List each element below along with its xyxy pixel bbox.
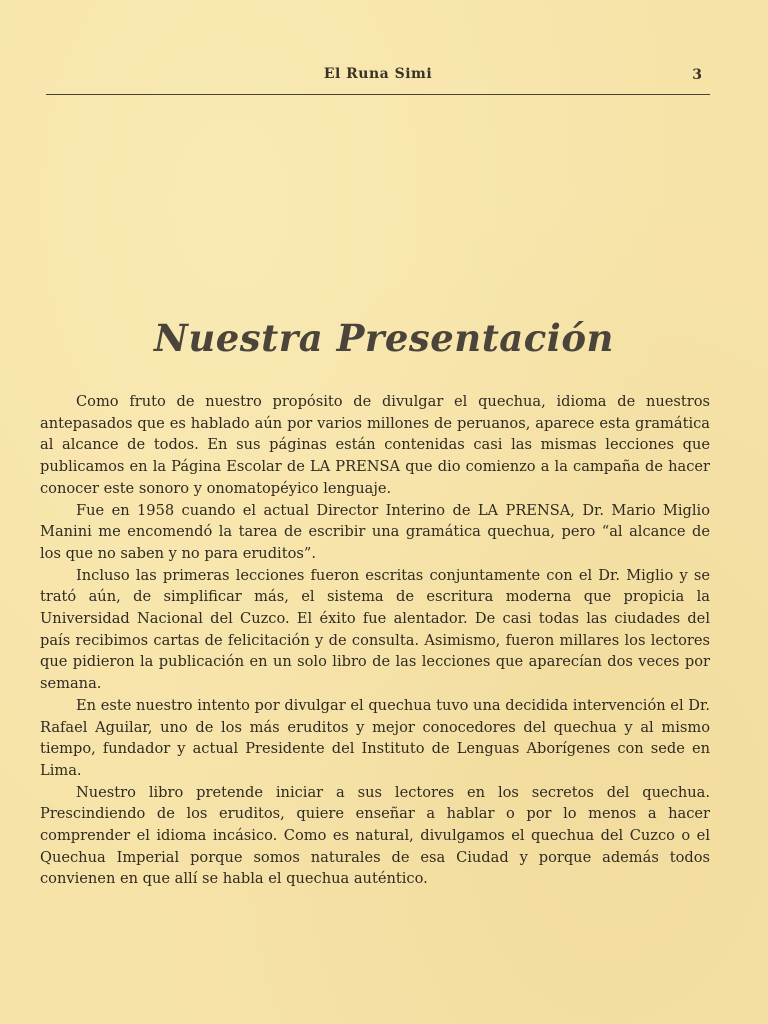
paragraph: Nuestro libro pretende iniciar a sus lectores en los secretos del quechua. Prescindiendo de los eruditos, quiere enseñar a hablar o por lo menos a hacer comprender el idioma incásico. Como es natural, divulgamos el quechua del Cuzco o el Quechua Imperial porque somos naturales de esa Ciudad y porque además todos convienen en que allí se habla el quechua auténtico. bbox=[40, 783, 710, 888]
running-title: El Runa Simi bbox=[323, 66, 433, 82]
body-text bbox=[40, 391, 710, 890]
paragraph: Fue en 1958 cuando el actual Director Interino de LA PRENSA, Dr. Mario Miglio Manini me encomendó la tarea de escribir una gramática quechua, pero “al alcance de los que no saben y no para eruditos”. bbox=[40, 501, 710, 562]
paragraph: Incluso las primeras lecciones fueron escritas conjuntamente con el Dr. Miglio y se trató aún, de simplificar más, el sistema de escritura moderna que propicia la Universidad Nacional del Cuzco. El éxito fue alentador. De casi todas las ciudades del país recibimos cartas de felicitación y de consulta. Asimismo, fueron millares los lectores que pidieron la publicación en un solo libro de las lecciones que aparecían dos veces por semana. bbox=[40, 566, 710, 693]
page-number: 3 bbox=[692, 67, 702, 83]
chapter-title: Nuestra Presentación bbox=[154, 316, 614, 360]
paragraph: Como fruto de nuestro propósito de divulgar el quechua, idioma de nuestros antepasados que es hablado aún por varios millones de peruanos, aparece esta gramática al alcance de todos. En sus páginas están contenidas casi las mismas lecciones que publicamos en la Página Escolar de LA PRENSA que dio comienzo a la campaña de hacer conocer este sonoro y onomatopéyico lenguaje. bbox=[40, 393, 710, 497]
page-header bbox=[46, 60, 710, 95]
paragraph: En este nuestro intento por divulgar el quechua tuvo una decidida intervención el Dr. Rafael Aguilar, uno de los más eruditos y mejor conocedores del quechua y al mismo tiempo, fundador y actual Presidente del Instituto de Lenguas Aborígenes con sede en Lima. bbox=[40, 696, 710, 779]
